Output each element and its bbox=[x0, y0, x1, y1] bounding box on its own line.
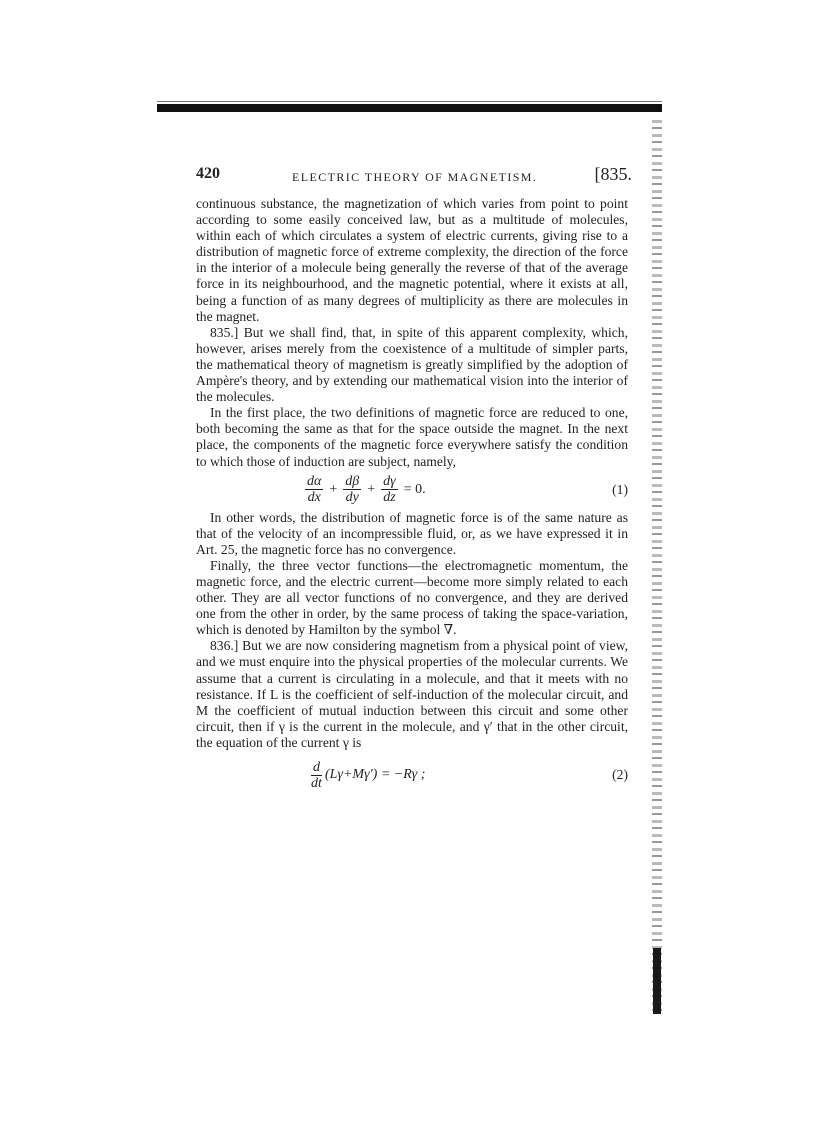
fraction-d-alpha bbox=[305, 474, 323, 505]
fraction-denominator: dx bbox=[307, 490, 321, 506]
equation-2-expression bbox=[308, 760, 425, 791]
plus-sign: + bbox=[329, 481, 338, 497]
paragraph-836: 836.] But we are now considering magnetism from a physical point of view, and we must enquire into the physical properties of the molecular currents. We assume that a current is circulating in a molecule, and that it meets with no resistance. If L is the coefficient of self-induction of the molecular circuit, and M the coefficient of mutual induction between this circuit and some other circuit, then if γ is the current in the molecule, and γ′ that in the other circuit, the equation of the current γ is bbox=[196, 638, 628, 750]
equation-rhs: = 0. bbox=[403, 481, 426, 497]
equation-number-1: (1) bbox=[612, 481, 628, 497]
page-edge-shadow bbox=[652, 120, 662, 1015]
paragraph-finally: Finally, the three vector functions—the electromagnetic momentum, the magnetic force, and the electric current—become more simply related to each other. They are all vector functions of no convergence, and they are derived one from the other in order, by the same process of taking the space-variation, which is denoted by Hamilton by the symbol ∇. bbox=[196, 557, 628, 638]
plus-sign: + bbox=[367, 481, 376, 497]
equation-body: (Lγ+Mγ′) = −Rγ ; bbox=[325, 766, 426, 782]
page-number: 420 bbox=[196, 165, 220, 182]
paragraph-835: 835.] But we shall find, that, in spite of this apparent complexity, which, however, arises merely from the coexistence of a multitude of simpler parts, the mathematical theory of magnetism is greatly simplified by the adoption of Ampère's theory, and by extending our mathematical vision into the interior of the molecules. bbox=[196, 324, 628, 405]
top-rule-thin bbox=[157, 101, 662, 102]
fraction-numerator: dβ bbox=[345, 474, 360, 490]
top-rule bbox=[157, 104, 662, 112]
fraction-denominator: dt bbox=[311, 775, 322, 791]
paragraph-continuation: continuous substance, the magnetization of which varies from point to point according to some easily conceived law, but as a multitude of molecules, within each of which circulates a system of electric currents, giving rise to a distribution of magnetic force of extreme complexity, the direction of the force in the interior of a molecule being generally the reverse of that of the average force in its neighbourhood, and the magnetic potential, where it exists at all, being a function of as many degrees of multiplicity as there are molecules in the magnet. bbox=[196, 196, 628, 324]
page-edge-dark bbox=[653, 948, 661, 1014]
equation-2 bbox=[196, 755, 628, 795]
fraction-denominator: dz bbox=[383, 490, 396, 506]
equation-number-2: (2) bbox=[612, 766, 628, 782]
fraction-d-beta bbox=[343, 474, 361, 505]
fraction-numerator: dγ bbox=[383, 474, 396, 490]
fraction-d-gamma bbox=[381, 474, 398, 505]
page-body bbox=[196, 164, 632, 795]
fraction-numerator: dα bbox=[307, 474, 322, 490]
page-header bbox=[196, 164, 632, 190]
paragraph-other-words: In other words, the distribution of magnetic force is of the same nature as that of the velocity of an incompressible fluid, or, as we have expressed it in Art. 25, the magnetic force has no convergence. bbox=[196, 509, 628, 557]
running-title: ELECTRIC THEORY OF MAGNETISM. bbox=[292, 170, 538, 184]
fraction-numerator: d bbox=[313, 759, 320, 775]
fraction-denominator: dy bbox=[345, 490, 359, 506]
equation-1-expression bbox=[302, 474, 429, 505]
paragraph-first-place: In the first place, the two definitions of magnetic force are reduced to one, both becoming the same as that for the space outside the magnet. In the next place, the components of the magnetic force everywhere satisfy the condition to which those of induction are subject, namely, bbox=[196, 405, 628, 469]
fraction-d-dt bbox=[311, 760, 322, 791]
equation-1 bbox=[196, 470, 628, 510]
section-mark: [835. bbox=[594, 164, 632, 184]
